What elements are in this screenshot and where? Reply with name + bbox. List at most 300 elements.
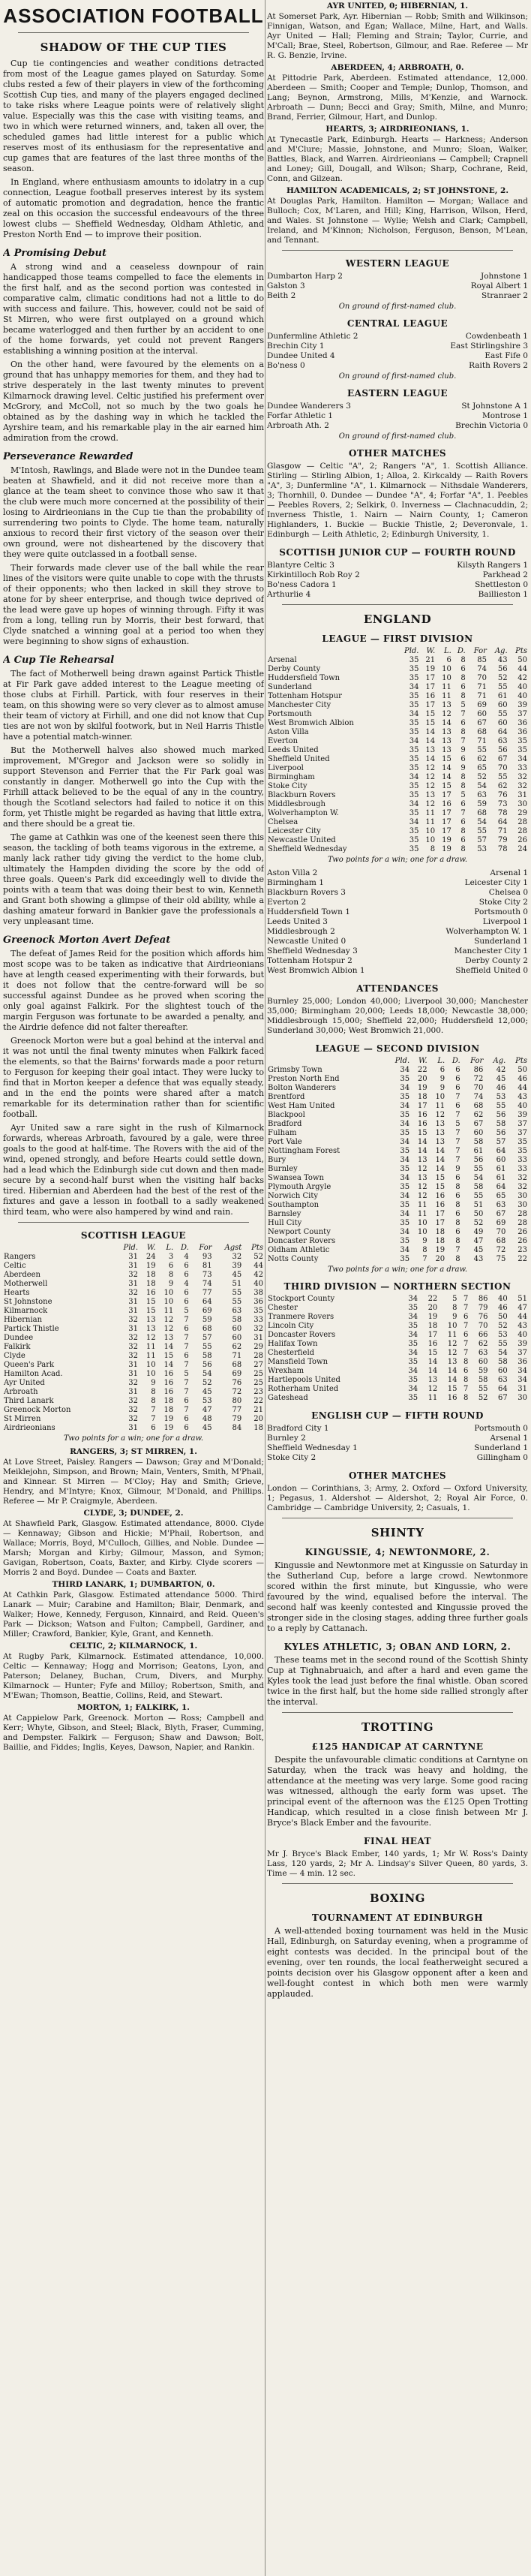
stat-cell: 35: [254, 1307, 263, 1315]
stat-cell: 35: [409, 719, 419, 727]
stat-cell: 7: [455, 1147, 460, 1155]
table-row: [3, 1343, 264, 1352]
fixture-row: [267, 937, 528, 946]
stat-cell: 34: [409, 800, 419, 808]
col-header: Ag.: [494, 647, 508, 655]
stat-cell: 47: [518, 1304, 527, 1312]
stat-cell: 7: [422, 1255, 428, 1263]
stat-cell: 70: [497, 764, 508, 772]
trotting-banner: TROTTING: [361, 1720, 434, 1734]
stat-cell: 34: [400, 1084, 410, 1092]
home-team: Leeds United 3: [267, 917, 328, 926]
stat-cell: 71: [497, 827, 508, 835]
stat-cell: 32: [128, 1352, 138, 1360]
stat-cell: 81: [202, 1262, 212, 1270]
stat-cell: 56: [473, 1156, 484, 1164]
stat-cell: 9: [151, 1379, 156, 1387]
home-team: Burnley 2: [267, 1434, 306, 1443]
stat-cell: 14: [425, 755, 436, 763]
stat-cell: 31: [254, 1334, 263, 1342]
home-team: Dunfermline Athletic 2: [267, 332, 358, 341]
away-team: Baillieston 1: [478, 590, 528, 599]
stat-cell: 55: [497, 773, 508, 781]
stat-cell: 33: [518, 1156, 527, 1164]
stat-cell: 45: [473, 1246, 484, 1254]
table-row: [267, 1385, 528, 1394]
club-name: Wrexham: [268, 1367, 304, 1375]
stat-cell: 8: [455, 1201, 460, 1209]
english-cup-results: [267, 1424, 528, 1463]
stat-cell: 6: [184, 1424, 189, 1432]
table-row: [267, 764, 528, 773]
divider: [282, 250, 513, 251]
club-name: Bradford: [268, 1120, 302, 1128]
table-row: [3, 1379, 264, 1388]
stat-cell: 8: [460, 674, 466, 682]
home-team: Huddersfield Town 1: [267, 907, 350, 916]
table-row: [267, 1093, 528, 1102]
stat-cell: 35: [409, 701, 419, 709]
stat-cell: 7: [455, 1138, 460, 1146]
stat-cell: 7: [463, 1304, 469, 1312]
stat-cell: 17: [425, 674, 436, 682]
stat-cell: 25: [254, 1379, 263, 1387]
stat-cell: 7: [184, 1388, 189, 1396]
stat-cell: 13: [164, 1334, 174, 1342]
result-report: At Rugby Park, Kilmarnock. Estimated attendance, 10,000. Celtic — Kennaway; Hogg and Morrison; Geatons, Lyon, and Paterson; Delaney, Buchan, Crum, Divers, and Murphy. Kilmarnock — Hunter; Fyfe and Milloy; Robertson, Smith, and M'Ewan; Thomson, Beattie, Collins, Reid, and Stewart.: [3, 1652, 264, 1700]
stat-cell: 18: [254, 1424, 263, 1432]
stat-cell: 65: [496, 1192, 506, 1200]
paragraph: Ayr United saw a rare sight in the rush of Kilmarnock forwards, whereas Arbroath, favoured by a gale, were three goals to the good at half-time. The Rovers with the aid of the wind, opened strongly, and before Hearts could settle down, had a lead which the Edinburgh side cut down and then made secure by a second-half burst when the visiting half backs tired. Hibernian and Aberdeen had the best of the rest of the fixtures and gave a lesson in football to a sadly weakened third team, who were also hampered by wind and rain.: [3, 1123, 264, 1217]
stat-cell: 35: [409, 656, 419, 664]
stat-cell: 32: [518, 1183, 527, 1191]
away-team: Stranraer 2: [482, 291, 528, 300]
stat-cell: 6: [440, 1066, 446, 1074]
stat-cell: 14: [164, 1343, 174, 1351]
result-report: At Somerset Park, Ayr. Hibernian — Robb; Smith and Wilkinson; Finnigan, Watson, and Egan; Wallace, Milne, Hart, and Walls. Ayr United — Hall; Fleming and Strain; Taylor, Currie, and M'Call; Brae, Steel, Robertson, Gilmour, and Rae. Referee — Mr R. G. Benzie, Irvine.: [267, 12, 528, 60]
stat-cell: 34: [408, 1385, 418, 1393]
stat-cell: 18: [417, 1093, 428, 1101]
stat-cell: 59: [202, 1316, 212, 1324]
stat-cell: 16: [435, 1201, 446, 1209]
stat-cell: 69: [232, 1370, 242, 1378]
stat-cell: 14: [435, 1147, 446, 1155]
stat-cell: 16: [417, 1111, 428, 1119]
stat-cell: 64: [202, 1298, 212, 1306]
second-division-title: LEAGUE — SECOND DIVISION: [315, 1043, 480, 1054]
table-row: [267, 1255, 528, 1264]
table-row: [267, 665, 528, 674]
home-team: Sheffield Wednesday 3: [267, 946, 358, 955]
stat-cell: 58: [478, 1376, 488, 1384]
stat-cell: 63: [498, 1376, 508, 1384]
eastern-results: [267, 402, 528, 431]
stat-cell: 9: [452, 1313, 458, 1321]
stat-cell: 12: [146, 1334, 156, 1342]
club-name: Notts County: [268, 1255, 319, 1263]
stat-cell: 44: [518, 665, 527, 673]
stat-cell: 14: [417, 1147, 428, 1155]
club-name: Hull City: [268, 1219, 302, 1227]
stat-cell: 62: [232, 1343, 242, 1351]
stat-cell: 71: [232, 1352, 242, 1360]
fixture-row: [267, 927, 528, 937]
stat-cell: 55: [232, 1298, 242, 1306]
stat-cell: 56: [496, 1129, 506, 1137]
stat-cell: 10: [442, 665, 452, 673]
away-team: St Johnstone A 1: [461, 402, 528, 411]
stat-cell: 7: [463, 1349, 469, 1357]
paragraph: Greenock Morton were but a goal behind at the interval and it was not until the final twenty minutes when Falkirk faced the elements, so that the Bairns' forwards made a poor return to Ferguson for keeping their goal intact. They were lucky to find that in Morton keeper a defence that was equally steady, and in the end the points were shared after a match remarkable for its determination rather than for scientific football.: [3, 1036, 264, 1119]
stat-cell: 20: [417, 1075, 428, 1083]
table-note: Two points for a win; one for a draw.: [327, 1265, 468, 1274]
stat-cell: 13: [442, 737, 452, 745]
stat-cell: 32: [232, 1253, 242, 1261]
table-row: [3, 1280, 264, 1289]
stat-cell: 36: [518, 728, 527, 736]
table-row: [267, 1349, 528, 1358]
table-row: [267, 827, 528, 836]
stat-cell: 64: [497, 818, 508, 826]
stat-cell: 36: [518, 1358, 527, 1366]
home-team: Forfar Athletic 1: [267, 411, 333, 420]
stat-cell: 67: [496, 1210, 506, 1218]
stat-cell: 77: [202, 1289, 212, 1297]
club-name: Grimsby Town: [268, 1066, 322, 1074]
fixture-row: [267, 956, 528, 966]
match-results: [3, 1447, 264, 1753]
stat-cell: 13: [442, 728, 452, 736]
stat-cell: 19: [435, 1246, 446, 1254]
stat-cell: 45: [232, 1271, 242, 1279]
table-header-row: [3, 1244, 264, 1253]
table-note: On ground of first-named club.: [338, 302, 457, 311]
stat-cell: 66: [478, 1331, 488, 1339]
col-header: Pld.: [123, 1244, 138, 1252]
club-name: Derby County: [268, 665, 321, 673]
fixture-row: [267, 332, 528, 342]
divider: [18, 32, 249, 33]
away-team: Arsenal 1: [490, 1434, 528, 1443]
stat-cell: 6: [455, 1084, 460, 1092]
away-team: Johnstone 1: [481, 272, 528, 281]
stat-cell: 7: [455, 1093, 460, 1101]
stat-cell: 13: [146, 1316, 156, 1324]
table-row: [267, 1174, 528, 1183]
stat-cell: 62: [473, 1111, 484, 1119]
stat-cell: 17: [425, 701, 436, 709]
stat-cell: 31: [128, 1370, 138, 1378]
stat-cell: 10: [425, 827, 436, 835]
divider: [282, 1883, 513, 1884]
stat-cell: 33: [518, 764, 527, 772]
stat-cell: 56: [202, 1361, 212, 1369]
stat-cell: 6: [460, 665, 466, 673]
subheading: A Promising Debut: [3, 248, 107, 259]
stat-cell: 69: [202, 1307, 212, 1315]
table-row: [267, 1084, 528, 1093]
stat-cell: 6: [463, 1367, 469, 1375]
stat-cell: 44: [518, 1313, 527, 1321]
club-name: Oldham Athletic: [268, 1246, 330, 1254]
table-row: [267, 728, 528, 737]
stat-cell: 35: [409, 755, 419, 763]
stat-cell: 11: [146, 1343, 156, 1351]
club-name: Barnsley: [268, 1210, 302, 1218]
away-team: Chelsea 0: [488, 888, 528, 897]
junior-cup-results: [267, 561, 528, 600]
col-header: For: [473, 647, 487, 655]
stat-cell: 9: [168, 1280, 174, 1288]
stat-cell: 15: [425, 719, 436, 727]
stat-cell: 6: [168, 1262, 174, 1270]
club-name: Ayr United: [4, 1379, 45, 1387]
result-report: At Douglas Park, Hamilton. Hamilton — Morgan; Wallace and Bulloch; Cox, M'Laren, and Hill; King, Harrison, Wilson, Herd, and Wales. St Johnstone — Wylie; Welsh and Clark; Campbell, Ireland, and M'Kinnon; Nicholson, Ferguson, Benson, M'Lean, and Tennant.: [267, 197, 528, 245]
stat-cell: 76: [497, 791, 508, 799]
stat-cell: 32: [128, 1271, 138, 1279]
stat-cell: 33: [254, 1316, 263, 1324]
stat-cell: 8: [463, 1376, 469, 1384]
stat-cell: 30: [518, 1192, 527, 1200]
stat-cell: 34: [409, 818, 419, 826]
col-header: W.: [426, 647, 436, 655]
stat-cell: 64: [498, 1385, 508, 1393]
stat-cell: 69: [496, 1219, 506, 1227]
stat-cell: 6: [463, 1331, 469, 1339]
stat-cell: 11: [425, 809, 436, 817]
stat-cell: 79: [478, 1304, 488, 1312]
fixture-row: [267, 888, 528, 898]
stat-cell: 63: [478, 1349, 488, 1357]
stat-cell: 32: [128, 1379, 138, 1387]
stat-cell: 70: [473, 1084, 484, 1092]
stat-cell: 26: [518, 1228, 527, 1236]
stat-cell: 8: [460, 656, 466, 664]
away-team: Wolverhampton W. 1: [446, 927, 528, 936]
table-header-row: [267, 647, 528, 656]
stat-cell: 12: [425, 773, 436, 781]
stat-cell: 16: [164, 1379, 174, 1387]
stat-cell: 16: [146, 1289, 156, 1297]
stat-cell: 13: [447, 1358, 458, 1366]
home-team: Stoke City 2: [267, 1453, 316, 1462]
stat-cell: 30: [518, 1201, 527, 1209]
table-row: [267, 755, 528, 764]
stat-cell: 5: [184, 1307, 189, 1315]
stat-cell: 63: [232, 1307, 242, 1315]
stat-cell: 7: [151, 1415, 156, 1423]
home-team: Kirkintilloch Rob Roy 2: [267, 570, 360, 579]
stat-cell: 11: [146, 1352, 156, 1360]
stat-cell: 57: [496, 1138, 506, 1146]
stat-cell: 32: [254, 1325, 263, 1333]
club-name: Chelsea: [268, 818, 298, 826]
first-division-results: [267, 868, 528, 976]
stat-cell: 58: [498, 1358, 508, 1366]
stat-cell: 40: [518, 683, 527, 691]
stat-cell: 14: [442, 764, 452, 772]
club-name: Arbroath: [4, 1388, 38, 1396]
stat-cell: 8: [452, 1304, 458, 1312]
stat-cell: 84: [232, 1424, 242, 1432]
stat-cell: 18: [435, 1237, 446, 1245]
club-name: Motherwell: [4, 1280, 48, 1288]
stat-cell: 8: [455, 1183, 460, 1191]
stat-cell: 35: [408, 1304, 418, 1312]
stat-cell: 10: [417, 1219, 428, 1227]
table-row: [267, 719, 528, 728]
paragraph: These teams met in the second round of the Scottish Shinty Cup at Tighnabruaich, and after a hard and even game the Kyles took the lead just before the final whistle. Oban scored twice in the first half, but the home side rallied strongly after the interval.: [267, 1655, 528, 1707]
result-report: At Cappielow Park, Greenock. Morton — Ross; Campbell and Kerr; Whyte, Gibson, and Steel; Black, Blyth, Fraser, Cumming, and Dempster. Falkirk — Ferguson; Shaw and Dawson; Bolt, Baillie, and Fiddes; Inglis, Keyes, Dawson, Napier, and Rankin.: [3, 1714, 264, 1752]
stat-cell: 32: [128, 1397, 138, 1405]
table-row: [3, 1307, 264, 1316]
stat-cell: 16: [425, 692, 436, 700]
other-matches-title: OTHER MATCHES: [348, 448, 447, 459]
stat-cell: 50: [518, 1066, 527, 1074]
club-name: Gateshead: [268, 1394, 308, 1402]
stat-cell: 60: [473, 1129, 484, 1137]
stat-cell: 63: [496, 1201, 506, 1209]
stat-cell: 56: [497, 746, 508, 754]
stat-cell: 55: [498, 1340, 508, 1348]
home-team: Dundee Wanderers 3: [267, 402, 351, 411]
table-row: [3, 1424, 264, 1433]
stat-cell: 80: [232, 1397, 242, 1405]
stat-cell: 45: [202, 1388, 212, 1396]
col-header: Pld.: [404, 647, 419, 655]
stat-cell: 15: [435, 1183, 446, 1191]
club-name: Norwich City: [268, 1192, 319, 1200]
stat-cell: 57: [477, 836, 487, 844]
table-row: [3, 1334, 264, 1343]
stat-cell: 35: [400, 1111, 410, 1119]
stat-cell: 23: [254, 1388, 263, 1396]
stat-cell: 16: [447, 1394, 458, 1402]
away-team: Arsenal 1: [490, 868, 528, 877]
stat-cell: 70: [478, 1322, 488, 1330]
stat-cell: 8: [168, 1271, 174, 1279]
stat-cell: 7: [184, 1406, 189, 1414]
stat-cell: 40: [518, 692, 527, 700]
stat-cell: 8: [455, 1237, 460, 1245]
table-row: [267, 692, 528, 701]
stat-cell: 71: [477, 692, 487, 700]
result-headline: AYR UNITED, 0; HIBERNIAN, 1.: [326, 2, 469, 11]
stat-cell: 54: [202, 1370, 212, 1378]
stat-cell: 20: [428, 1304, 438, 1312]
stat-cell: 60: [478, 1358, 488, 1366]
club-name: Greenock Morton: [4, 1406, 71, 1414]
fixture-row: [267, 868, 528, 878]
stat-cell: 19: [442, 845, 452, 853]
club-name: Brentford: [268, 1093, 305, 1101]
stat-cell: 6: [455, 1066, 460, 1074]
stat-cell: 15: [442, 755, 452, 763]
stat-cell: 52: [477, 773, 487, 781]
stat-cell: 47: [473, 1237, 484, 1245]
table-row: [267, 1111, 528, 1120]
stat-cell: 22: [518, 1255, 527, 1263]
home-team: Arbroath Ath. 2: [267, 421, 329, 430]
stat-cell: 29: [518, 809, 527, 817]
stat-cell: 7: [184, 1343, 189, 1351]
stat-cell: 45: [496, 1075, 506, 1083]
club-name: Leicester City: [268, 827, 321, 835]
final-heat-title: FINAL HEAT: [363, 1836, 432, 1846]
club-name: Kilmarnock: [4, 1307, 48, 1315]
table-row: [3, 1415, 264, 1424]
subheading: Greenock Morton Avert Defeat: [3, 934, 171, 946]
stat-cell: 13: [442, 746, 452, 754]
stat-cell: 77: [232, 1406, 242, 1414]
stat-cell: 35: [409, 746, 419, 754]
stat-cell: 18: [164, 1397, 174, 1405]
stat-cell: 7: [463, 1322, 469, 1330]
stat-cell: 40: [254, 1280, 263, 1288]
club-name: Tranmere Rovers: [268, 1313, 334, 1321]
stat-cell: 28: [518, 827, 527, 835]
league-rows: [3, 1253, 264, 1433]
stat-cell: 13: [425, 746, 436, 754]
stat-cell: 64: [496, 1147, 506, 1155]
stat-cell: 39: [232, 1262, 242, 1270]
paragraph: But the Motherwell halves also showed much marked improvement, M'Gregor and Jackson were so solidly in support Stevenson and Ferrier that the Fir Park goal was constantly in danger. Motherwell go into the Cup with the Firhill attack believed to be the equal of any in the country, though the Scotland selectors had failed to notice it on this form, yet Thistle might be regarded as having that little extra, and there should be a great tie.: [3, 745, 264, 829]
stat-cell: 15: [442, 782, 452, 790]
col-header: Agst: [224, 1244, 242, 1252]
stat-cell: 18: [146, 1280, 156, 1288]
club-name: Blackpool: [268, 1111, 305, 1119]
stat-cell: 15: [428, 1349, 438, 1357]
stat-cell: 35: [409, 791, 419, 799]
table-row: [267, 809, 528, 818]
stat-cell: 69: [477, 701, 487, 709]
paragraph: On the other hand, were favoured by the elements on a ground that has unhappy memories for them, and they had to strive desperately in the last twenty minutes to prevent Kilmarnock drawing level. Celtic justified his preferment over McGrory, and McColl, not so much by the two goals he obtained as by the dashing way in which he tackled the Ayrshire team, and his remarkable play in the air earned him admiration from the crowd.: [3, 360, 264, 443]
away-team: Leicester City 1: [464, 878, 528, 887]
stat-cell: 5: [452, 1295, 458, 1303]
stat-cell: 35: [400, 1237, 410, 1245]
away-team: Parkhead 2: [482, 570, 528, 579]
stat-cell: 13: [435, 1138, 446, 1146]
stat-cell: 34: [400, 1120, 410, 1128]
stat-cell: 63: [497, 737, 508, 745]
fixture-row: [267, 561, 528, 570]
stat-cell: 24: [518, 845, 527, 853]
stat-cell: 34: [409, 683, 419, 691]
result-headline: MORTON, 1; FALKIRK, 1.: [77, 1703, 190, 1712]
stat-cell: 35: [400, 1147, 410, 1155]
col-header: D.: [457, 647, 466, 655]
shinty-banner: SHINTY: [370, 1526, 424, 1539]
stat-cell: 8: [460, 773, 466, 781]
stat-cell: 9: [460, 746, 466, 754]
stat-cell: 28: [254, 1352, 263, 1360]
stat-cell: 34: [400, 1246, 410, 1254]
stat-cell: 9: [440, 1075, 446, 1083]
stat-cell: 7: [184, 1361, 189, 1369]
away-team: Liverpool 1: [482, 917, 528, 926]
stat-cell: 35: [400, 1165, 410, 1173]
home-team: Birmingham 1: [267, 878, 324, 887]
stat-cell: 65: [477, 764, 487, 772]
stat-cell: 6: [460, 800, 466, 808]
stat-cell: 8: [430, 845, 436, 853]
stat-cell: 60: [497, 719, 508, 727]
away-team: Montrose 1: [482, 411, 528, 420]
home-team: Aston Villa 2: [267, 868, 318, 877]
stat-cell: 76: [478, 1313, 488, 1321]
home-team: Everton 2: [267, 898, 307, 907]
intro-text: [3, 59, 264, 240]
